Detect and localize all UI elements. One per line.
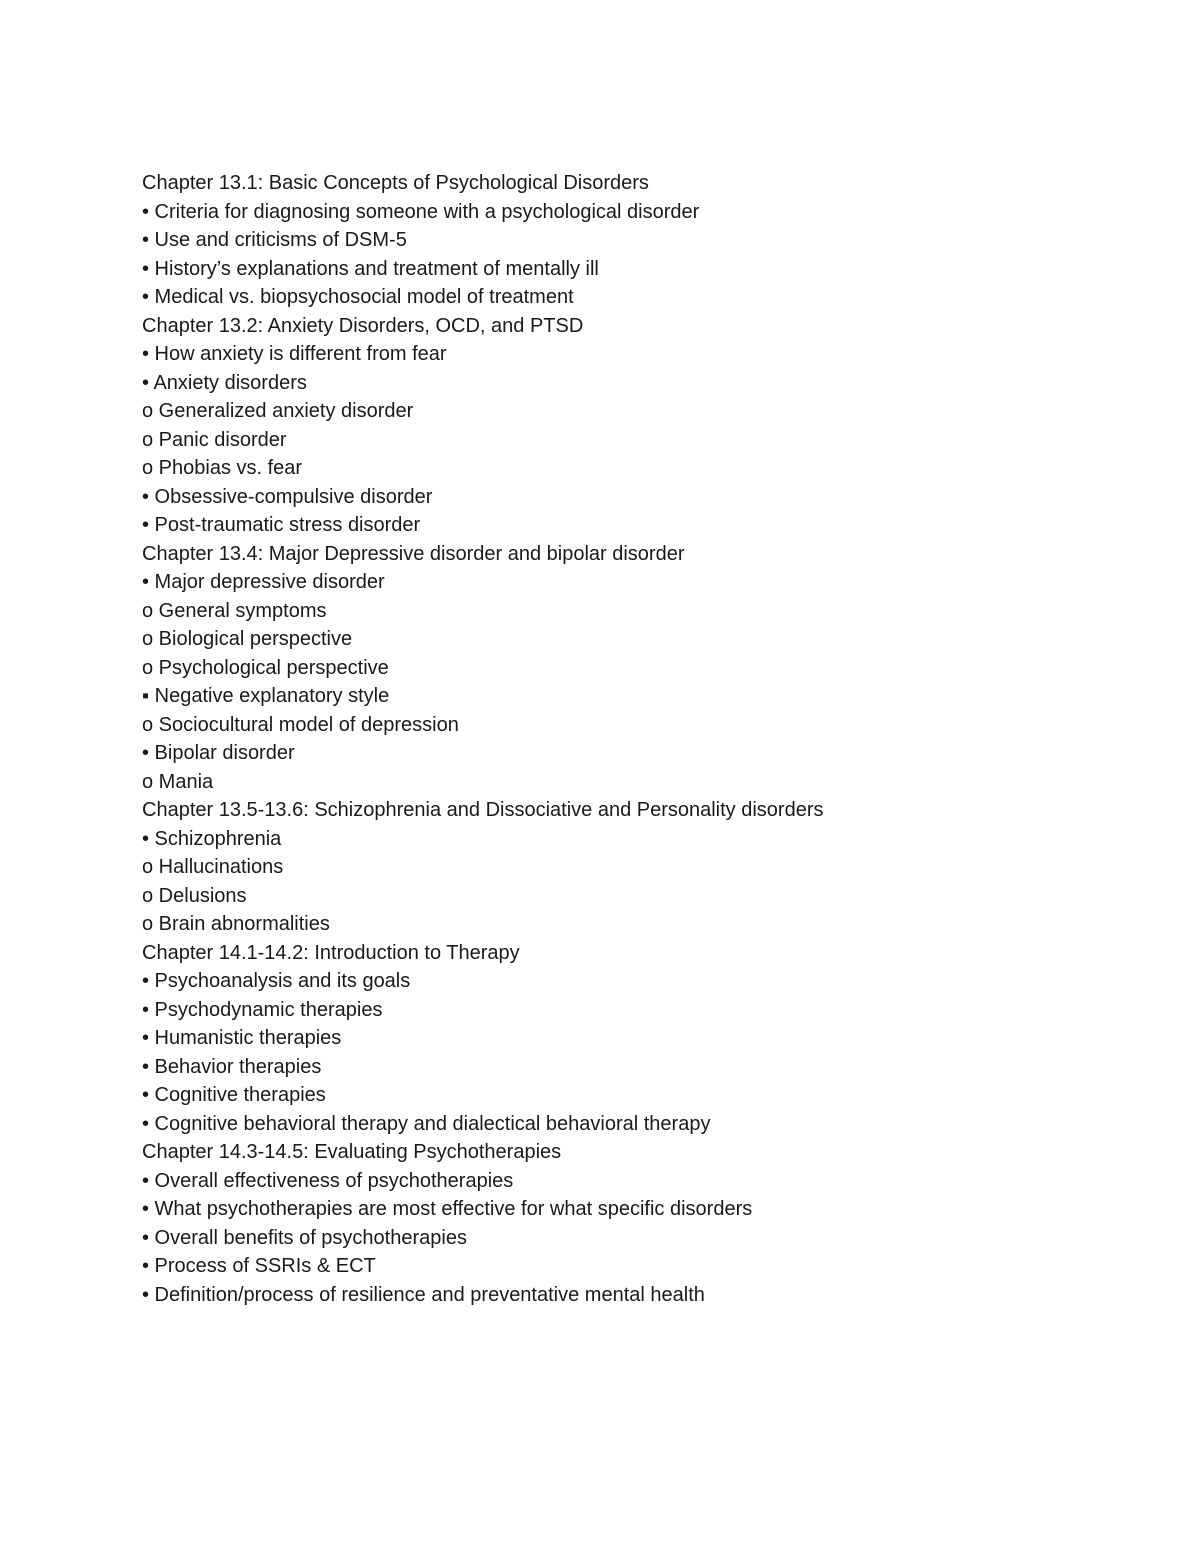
bullet-item: • Cognitive therapies	[142, 1084, 326, 1106]
bullet-item: • What psychotherapies are most effective for what specific disorders	[142, 1198, 753, 1220]
bullet-item: • Medical vs. biopsychosocial model of treatment	[142, 286, 574, 308]
sub-bullet-item: o Brain abnormalities	[142, 913, 330, 935]
document-body	[142, 169, 1142, 1309]
bullet-item: • Process of SSRIs & ECT	[142, 1255, 376, 1277]
bullet-item: • How anxiety is different from fear	[142, 343, 447, 365]
bullet-item: • Criteria for diagnosing someone with a psychological disorder	[142, 200, 700, 223]
chapter-heading: Chapter 13.1: Basic Concepts of Psychological Disorders	[142, 172, 649, 194]
bullet-item: • Definition/process of resilience and preventative mental health	[142, 1283, 705, 1306]
sub-bullet-item: o Mania	[142, 770, 214, 793]
bullet-item: • Bipolar disorder	[142, 742, 295, 764]
bullet-item: • Overall effectiveness of psychotherapies	[142, 1169, 514, 1192]
sub-bullet-item: o Delusions	[142, 884, 247, 907]
sub-bullet-item: o Hallucinations	[142, 856, 284, 878]
sub-bullet-item: o Sociocultural model of depression	[142, 713, 459, 736]
sub-bullet-item: o Phobias vs. fear	[142, 457, 303, 479]
bullet-item: • History’s explanations and treatment of mentally ill	[142, 257, 599, 280]
chapter-heading: Chapter 14.3-14.5: Evaluating Psychotherapies	[142, 1141, 562, 1163]
bullet-item: • Overall benefits of psychotherapies	[142, 1226, 467, 1249]
sub-bullet-item: o Panic disorder	[142, 428, 287, 451]
chapter-heading: Chapter 13.5-13.6: Schizophrenia and Dissociative and Personality disorders	[142, 799, 824, 821]
bullet-item: • Psychodynamic therapies	[142, 998, 383, 1021]
bullet-item: • Major depressive disorder	[142, 571, 385, 593]
bullet-item: • Use and criticisms of DSM-5	[142, 229, 407, 251]
chapter-heading: Chapter 13.2: Anxiety Disorders, OCD, and PTSD	[142, 314, 584, 337]
bullet-item: • Schizophrenia	[142, 827, 282, 850]
sub-bullet-item: o Biological perspective	[142, 628, 353, 650]
bullet-item: • Anxiety disorders	[142, 371, 307, 394]
sub-bullet-item: o Psychological perspective	[142, 656, 389, 679]
chapter-heading: Chapter 14.1-14.2: Introduction to Therapy	[142, 941, 520, 964]
sub-bullet-item: o Generalized anxiety disorder	[142, 400, 414, 422]
bullet-item: • Behavior therapies	[142, 1055, 322, 1078]
bullet-item: • Humanistic therapies	[142, 1027, 342, 1049]
bullet-item: • Cognitive behavioral therapy and dialectical behavioral therapy	[142, 1112, 711, 1135]
bullet-item: • Post-traumatic stress disorder	[142, 514, 421, 536]
sub-bullet-item: o General symptoms	[142, 599, 327, 622]
sub-sub-bullet-item: ▪ Negative explanatory style	[142, 685, 390, 707]
bullet-item: • Psychoanalysis and its goals	[142, 970, 411, 992]
chapter-heading: Chapter 13.4: Major Depressive disorder and bipolar disorder	[142, 542, 685, 565]
bullet-item: • Obsessive-compulsive disorder	[142, 485, 433, 508]
